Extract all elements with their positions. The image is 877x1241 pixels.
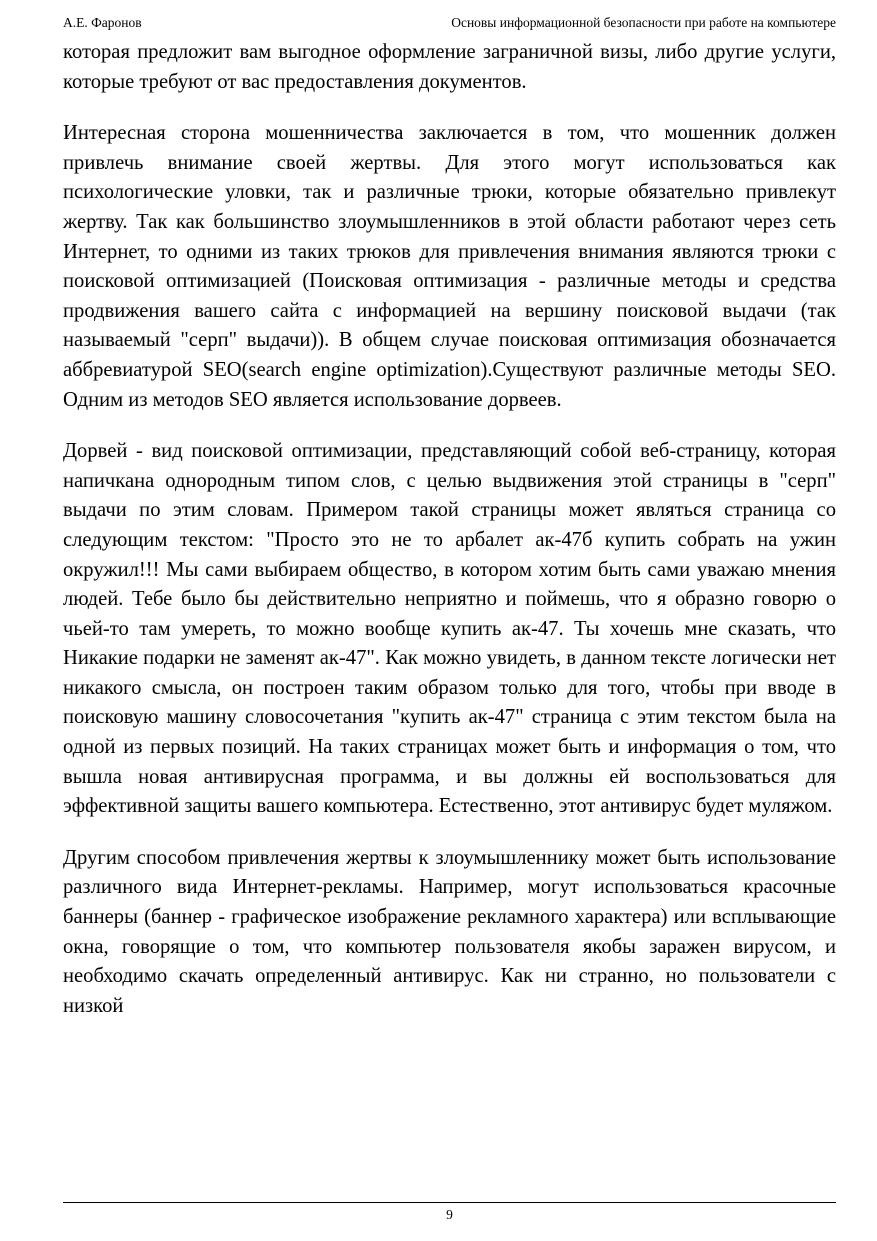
body-paragraph-4: Другим способом привлечения жертвы к злоумышленнику может быть использование различного вида Интернет-рекламы. Например, могут использоваться красочные баннеры (баннер - графическое изображение рекламного характера) или всплывающие окна, говорящие о том, что компьютер пользователя якобы заражен вирусом, и необходимо скачать определенный антивирус. Как ни странно, но пользователи с низкой — [63, 846, 836, 1017]
body-paragraph-1: которая предложит вам выгодное оформление заграничной визы, либо другие услуги, которые требуют от вас предоставления документов. — [63, 41, 836, 93]
page-header — [63, 14, 836, 31]
body-paragraph-2: Интересная сторона мошенничества заключается в том, что мошенник должен привлечь внимание своей жертвы. Для этого могут использоваться как психологические уловки, так и различные трюки, которые обязательно привлекут жертву. Так как большинство злоумышленников в этой области работают через сеть Интернет, то одними из таких трюков для привлечения внимания являются трюки с поисковой оптимизацией (Поисковая оптимизация - различные методы и средства продвижения вашего сайта с информацией на вершину поисковой выдачи (так называемый "серп" выдачи)). В общем случае поисковая оптимизация обозначается аббревиатурой SEO(search engine optimization).Существуют различные методы SEO. Одним из методов SEO является использование дорвеев. — [63, 122, 836, 411]
header-author: А.Е. Фаронов — [63, 15, 142, 30]
footer-divider — [63, 1202, 836, 1203]
page-number: 9 — [446, 1207, 453, 1222]
page-body — [63, 38, 836, 1043]
body-paragraph-3: Дорвей - вид поисковой оптимизации, представляющий собой веб-страницу, которая напичкана однородным типом слов, с целью выдвижения этой страницы в "серп" выдачи по этим словам. Примером такой страницы может являться страница со следующим текстом: "Просто это не то арбалет ак-47б купить собрать на ужин окружил!!! Мы сами выбираем общество, в котором хотим быть сами уважаю мнения людей. Тебе было бы действительно неприятно и поймешь, что я образно говорю о чьей-то там умереть, то можно вообще купить ак-47. Ты хочешь мне сказать, что Никакие подарки не заменят ак-47". Как можно увидеть, в данном тексте логически нет никакого смысла, он построен таким образом только для того, чтобы при вводе в поисковую машину словосочетания "купить ак-47" страница с этим текстом была на одной из первых позиций. На таких страницах может быть и информация о том, что вышла новая антивирусная программа, и вы должны ей воспользоваться для эффективной защиты вашего компьютера. Естественно, этот антивирус будет муляжом. — [63, 440, 836, 818]
header-title: Основы информационной безопасности при работе на компьютере — [451, 15, 836, 30]
